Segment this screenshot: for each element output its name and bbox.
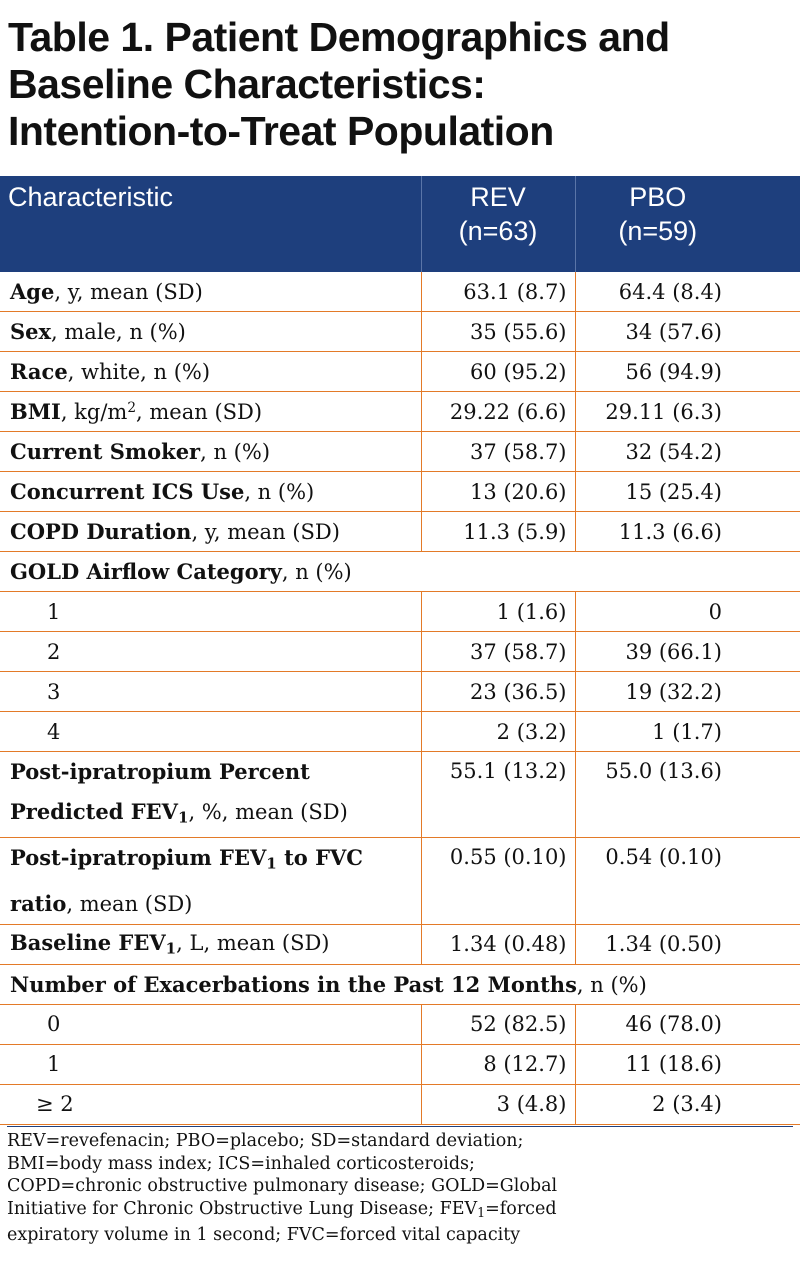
rev-value: 13 (20.6) <box>421 472 575 512</box>
rev-value: 0.55 (0.10) <box>421 838 575 924</box>
row-label-rest: , L, mean (SD) <box>176 931 330 956</box>
table-row <box>0 592 800 632</box>
rev-value: 2 (3.2) <box>421 712 575 752</box>
subscript: 1 <box>177 808 189 827</box>
pbo-value: 0 <box>575 592 800 632</box>
footnote-line <box>7 1198 793 1224</box>
rev-value: 3 (4.8) <box>421 1084 575 1124</box>
row-label-rest: , n (%) <box>281 560 352 584</box>
footnote-text: Initiative for Chronic Obstructive Lung Disease; FEV <box>7 1198 478 1219</box>
header-rev-n: (n=63) <box>458 216 538 246</box>
row-label-rest: , %, mean (SD) <box>188 800 348 824</box>
demographics-table <box>0 176 800 1125</box>
rev-value: 1.34 (0.48) <box>421 924 575 964</box>
subscript: 1 <box>266 854 277 873</box>
subscript: 1 <box>477 1204 486 1220</box>
row-label-bold: Race <box>10 359 68 384</box>
row-label <box>0 838 421 924</box>
row-label-rest: , y, mean (SD) <box>191 520 340 544</box>
table-row <box>0 1044 800 1084</box>
row-label-rest: , n (%) <box>576 972 647 997</box>
row-label-rest: , white, n (%) <box>67 360 211 384</box>
row-label-bold: BMI <box>10 399 61 424</box>
row-label: 1 <box>0 592 421 632</box>
table-row <box>0 838 800 924</box>
table-header-row <box>0 176 800 272</box>
header-rev <box>421 176 575 272</box>
rev-value: 37 (58.7) <box>421 632 575 672</box>
superscript: 2 <box>127 400 137 417</box>
pbo-value: 55.0 (13.6) <box>575 752 800 838</box>
row-label: 2 <box>0 632 421 672</box>
table-row <box>0 272 800 312</box>
pbo-value: 56 (94.9) <box>575 352 800 392</box>
row-label <box>0 472 421 512</box>
pbo-value: 64.4 (8.4) <box>575 272 800 312</box>
row-label-rest: , mean (SD) <box>136 400 263 424</box>
row-label-bold: Sex <box>10 319 52 344</box>
row-label-rest: , y, mean (SD) <box>54 280 203 304</box>
row-label-bold: GOLD Airflow Category <box>10 559 282 584</box>
title-line: Table 1. Patient Demographics and <box>8 14 670 60</box>
row-label-bold: COPD Duration <box>10 519 192 544</box>
row-label-bold: Post-ipratropium Percent Predicted FEV <box>10 759 310 824</box>
pbo-value: 0.54 (0.10) <box>575 838 800 924</box>
row-label-bold: Baseline FEV <box>10 930 166 956</box>
row-label: 1 <box>0 1044 421 1084</box>
table-section-row <box>0 552 800 592</box>
rev-value: 8 (12.7) <box>421 1044 575 1084</box>
table-row <box>0 1004 800 1044</box>
row-label <box>0 352 421 392</box>
pbo-value: 11.3 (6.6) <box>575 512 800 552</box>
rev-value: 52 (82.5) <box>421 1004 575 1044</box>
table-row <box>0 712 800 752</box>
row-label <box>0 752 421 838</box>
pbo-value: 34 (57.6) <box>575 312 800 352</box>
table-row <box>0 312 800 352</box>
pbo-value: 46 (78.0) <box>575 1004 800 1044</box>
pbo-value: 32 (54.2) <box>575 432 800 472</box>
table-section-row <box>0 964 800 1004</box>
pbo-value: 11 (18.6) <box>575 1044 800 1084</box>
row-label <box>0 272 421 312</box>
rev-value: 11.3 (5.9) <box>421 512 575 552</box>
table-row <box>0 632 800 672</box>
rev-value: 1 (1.6) <box>421 592 575 632</box>
pbo-value: 1 (1.7) <box>575 712 800 752</box>
title-line: Intention-to-Treat Population <box>8 108 554 154</box>
row-label: 3 <box>0 672 421 712</box>
row-label <box>0 924 421 964</box>
rev-value: 37 (58.7) <box>421 432 575 472</box>
section-label <box>0 552 800 592</box>
table-row <box>0 752 800 838</box>
table-title <box>8 14 788 155</box>
rev-value: 29.22 (6.6) <box>421 392 575 432</box>
table-row <box>0 472 800 512</box>
table-row <box>0 392 800 432</box>
row-label: ≥ 2 <box>0 1084 421 1124</box>
footnote-line: COPD=chronic obstructive pulmonary disease; GOLD=Global <box>7 1176 558 1197</box>
table-row <box>0 924 800 964</box>
rev-value: 55.1 (13.2) <box>421 752 575 838</box>
pbo-value: 2 (3.4) <box>575 1084 800 1124</box>
rev-value: 23 (36.5) <box>421 672 575 712</box>
row-label-bold: to FVC ratio <box>10 845 364 916</box>
row-label <box>0 432 421 472</box>
row-label-bold: Age <box>10 279 55 304</box>
row-label-rest: , kg/m <box>60 400 128 424</box>
rev-value: 63.1 (8.7) <box>421 272 575 312</box>
rev-value: 35 (55.6) <box>421 312 575 352</box>
row-label-rest: , n (%) <box>244 480 315 504</box>
pbo-value: 39 (66.1) <box>575 632 800 672</box>
title-line: Baseline Characteristics: <box>8 61 486 107</box>
row-label-rest: , n (%) <box>200 440 271 464</box>
row-label-bold: Current Smoker <box>10 439 201 464</box>
footnote-line: BMI=body mass index; ICS=inhaled corticosteroids; <box>7 1153 475 1174</box>
footnote-text: =forced <box>485 1198 557 1219</box>
pbo-value: 19 (32.2) <box>575 672 800 712</box>
table-row <box>0 1084 800 1124</box>
rev-value: 60 (95.2) <box>421 352 575 392</box>
footnote-line: expiratory volume in 1 second; FVC=forced vital capacity <box>7 1225 521 1246</box>
header-characteristic: Characteristic <box>0 176 421 272</box>
table-row <box>0 432 800 472</box>
header-pbo <box>575 176 800 272</box>
table-row <box>0 672 800 712</box>
row-label-bold: Post-ipratropium FEV <box>10 845 267 871</box>
row-label <box>0 392 421 432</box>
header-rev-name: REV <box>470 182 526 212</box>
row-label: 0 <box>0 1004 421 1044</box>
row-label-bold: Concurrent ICS Use <box>10 479 245 504</box>
header-pbo-n: (n=59) <box>618 216 698 246</box>
row-label-rest: , male, n (%) <box>51 320 186 344</box>
table-row <box>0 512 800 552</box>
row-label <box>0 312 421 352</box>
pbo-value: 29.11 (6.3) <box>575 392 800 432</box>
row-label-rest: , mean (SD) <box>66 891 193 916</box>
table-row <box>0 352 800 392</box>
pbo-value: 1.34 (0.50) <box>575 924 800 964</box>
pbo-value: 15 (25.4) <box>575 472 800 512</box>
row-label <box>0 512 421 552</box>
header-pbo-name: PBO <box>629 182 687 212</box>
table-footnote <box>7 1126 793 1247</box>
section-label <box>0 964 800 1004</box>
subscript: 1 <box>165 939 177 958</box>
row-label-bold: Number of Exacerbations in the Past 12 Months <box>10 971 577 997</box>
row-label: 4 <box>0 712 421 752</box>
footnote-line: REV=revefenacin; PBO=placebo; SD=standard deviation; <box>7 1131 524 1151</box>
